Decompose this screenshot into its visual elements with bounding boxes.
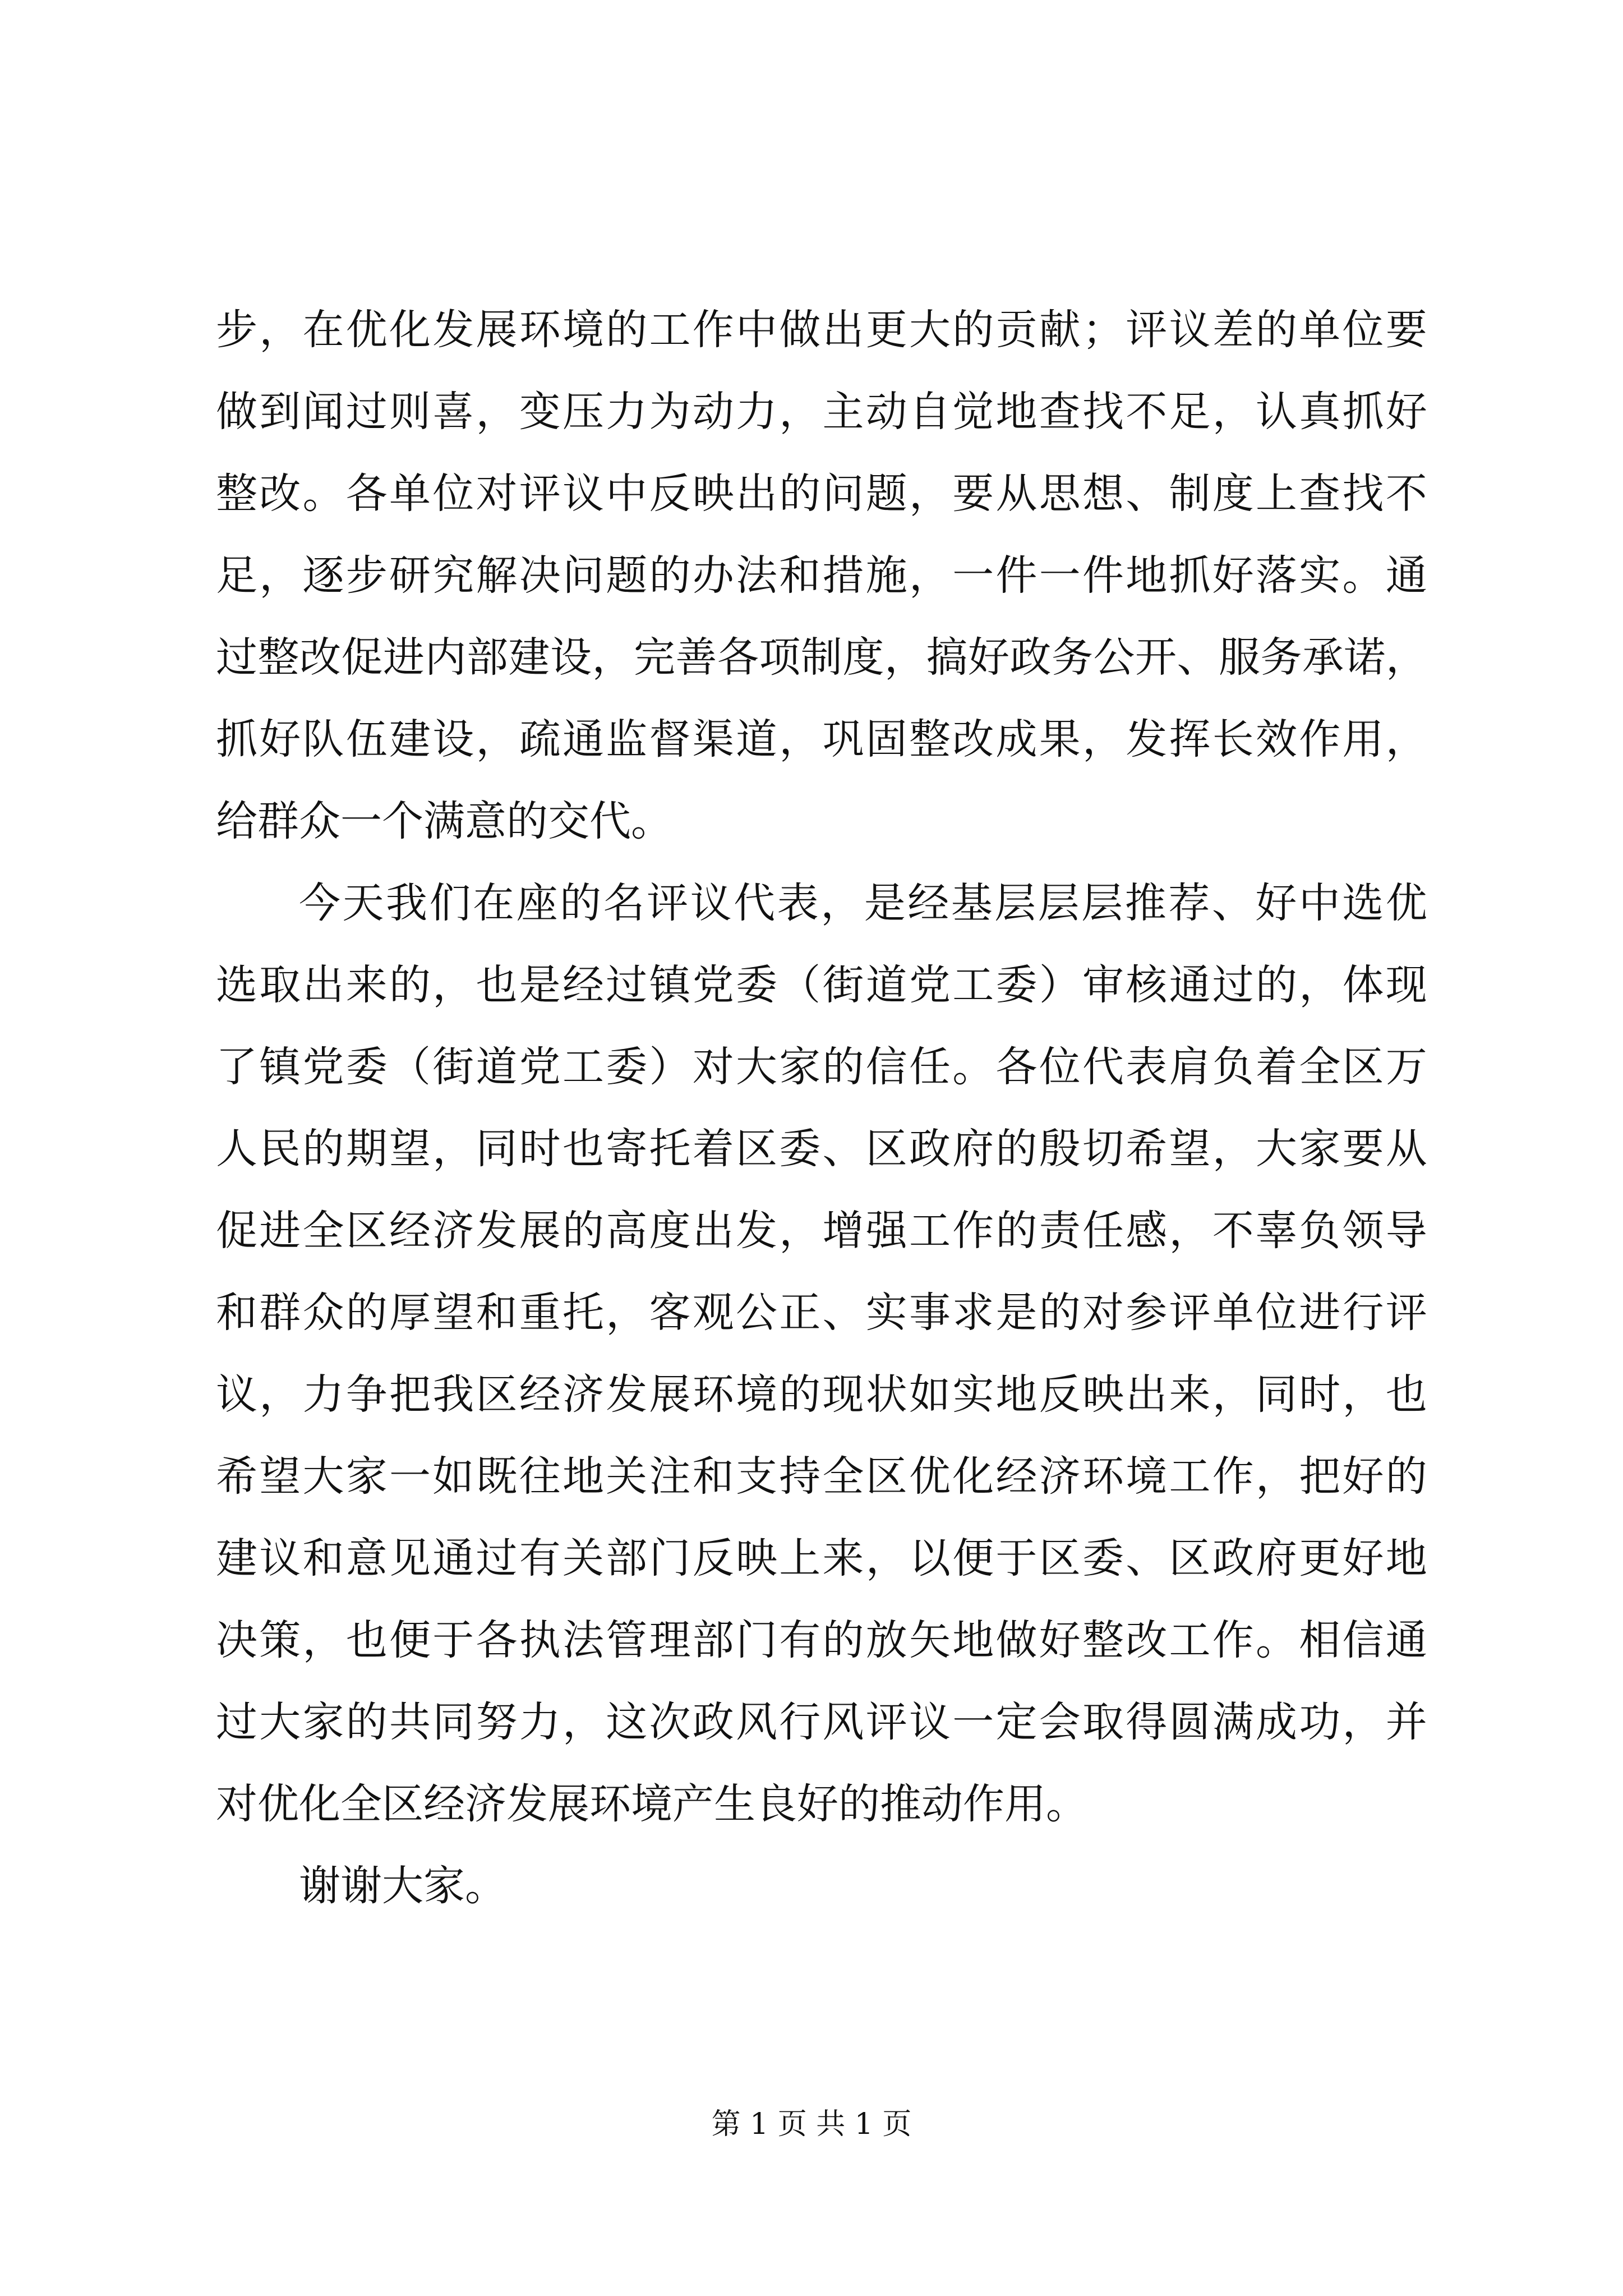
text-line: 建 议 和 意 见 通 过 有 关 部 门 反 映 上 来 ， 以 便 于 区 委 、 区 政 府 更 好 地	[216, 1534, 1427, 1582]
text-line: 对优化全区经济发展环境产生良好的推动作用。	[216, 1780, 1087, 1828]
text-line: 选 取 出 来 的 ， 也 是 经 过 镇 党 委 （ 街 道 党 工 委 ） 审 核 通 过 的 ， 体 现	[216, 961, 1427, 1009]
text-line: 整 改 。 各 单 位 对 评 议 中 反 映 出 的 问 题 ， 要 从 思 想 、 制 度 上 查 找 不	[216, 470, 1427, 518]
text-line: 希 望 大 家 一 如 既 往 地 关 注 和 支 持 全 区 优 化 经 济 环 境 工 作 ， 把 好 的	[216, 1452, 1427, 1501]
page-footer: 第 1 页 共 1 页	[711, 2108, 912, 2141]
text-line: 了 镇 党 委 （ 街 道 党 工 委 ） 对 大 家 的 信 任 。 各 位 代 表 肩 负 着 全 区 万	[216, 1043, 1427, 1091]
text-line: 抓 好 队 伍 建 设 ， 疏 通 监 督 渠 道 ， 巩 固 整 改 成 果 ， 发 挥 长 效 作 用 ，	[216, 715, 1427, 763]
text-line: 决 策 ， 也 便 于 各 执 法 管 理 部 门 有 的 放 矢 地 做 好 整 改 工 作 。 相 信 通	[216, 1616, 1427, 1664]
text-line: 步 ， 在 优 化 发 展 环 境 的 工 作 中 做 出 更 大 的 贡 献 ； 评 议 差 的 单 位 要	[216, 306, 1427, 354]
text-line: 给群众一个满意的交代。	[216, 797, 672, 845]
text-line: 议 ， 力 争 把 我 区 经 济 发 展 环 境 的 现 状 如 实 地 反 映 出 来 ， 同 时 ， 也	[216, 1370, 1427, 1419]
text-line: 过 大 家 的 共 同 努 力 ， 这 次 政 风 行 风 评 议 一 定 会 取 得 圆 满 成 功 ， 并	[216, 1698, 1427, 1746]
text-line: 人 民 的 期 望 ， 同 时 也 寄 托 着 区 委 、 区 政 府 的 殷 切 希 望 ， 大 家 要 从	[216, 1125, 1427, 1173]
text-line: 谢谢大家。	[299, 1862, 506, 1910]
text-line: 和 群 众 的 厚 望 和 重 托 ， 客 观 公 正 、 实 事 求 是 的 对 参 评 单 位 进 行 评	[216, 1289, 1427, 1337]
text-line: 做 到 闻 过 则 喜 ， 变 压 力 为 动 力 ， 主 动 自 觉 地 查 找 不 足 ， 认 真 抓 好	[216, 388, 1427, 436]
text-line: 今 天 我 们 在 座 的 名 评 议 代 表 ， 是 经 基 层 层 层 推 荐 、 好 中 选 优	[299, 879, 1427, 927]
text-line: 过 整 改 促 进 内 部 建 设 ， 完 善 各 项 制 度 ， 搞 好 政 务 公 开 、 服 务 承 诺 ，	[216, 633, 1427, 682]
text-line: 促 进 全 区 经 济 发 展 的 高 度 出 发 ， 增 强 工 作 的 责 任 感 ， 不 辜 负 领 导	[216, 1207, 1427, 1255]
text-line: 足 ， 逐 步 研 究 解 决 问 题 的 办 法 和 措 施 ， 一 件 一 件 地 抓 好 落 实 。 通	[216, 551, 1427, 600]
document-body	[216, 289, 1427, 1927]
